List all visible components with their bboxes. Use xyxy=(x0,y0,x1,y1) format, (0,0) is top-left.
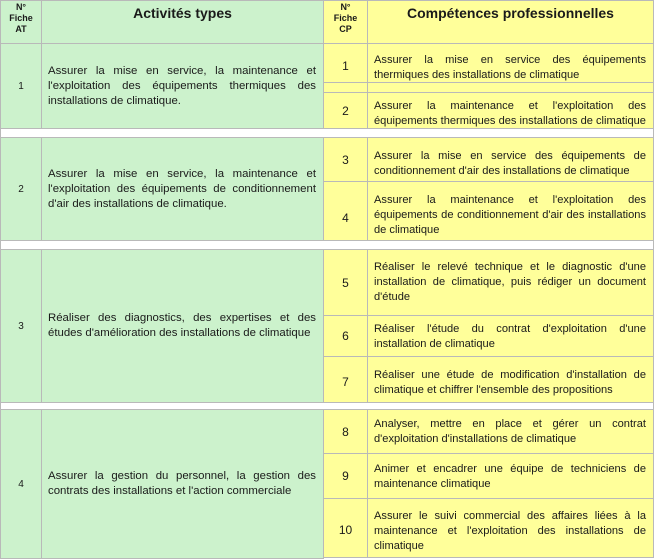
competence-label-6 xyxy=(367,315,654,357)
activity-label-text: Assurer la gestion du personnel, la gestion des contrats des installations et l'action commerciale xyxy=(48,470,316,497)
competence-number-4 xyxy=(323,181,368,241)
competence-label-2 xyxy=(367,92,654,129)
activity-label-text: Réaliser des diagnostics, des expertises et des études d'amélioration des installations de climatique xyxy=(48,312,316,339)
activity-number-text: 1 xyxy=(18,80,24,92)
competence-label-text: Assurer la maintenance et l'exploitation des équipements thermiques des installations de climatique xyxy=(374,100,646,127)
activity-label-2 xyxy=(41,137,324,241)
competence-number-1 xyxy=(323,43,368,83)
header-fiche-at xyxy=(0,0,42,44)
competence-number-9 xyxy=(323,453,368,499)
competence-number-10 xyxy=(323,498,368,558)
competence-number-text: 6 xyxy=(342,329,349,343)
header-fiche-cp-line: Fiche xyxy=(333,13,358,23)
activity-number-text: 2 xyxy=(18,183,24,195)
activity-number-1 xyxy=(0,43,42,129)
competence-label-1 xyxy=(367,43,654,83)
competence-number-8 xyxy=(323,409,368,454)
activity-number-4 xyxy=(0,409,42,559)
header-competences-label: Compétences professionnelles xyxy=(407,5,614,21)
competence-number-text: 3 xyxy=(342,152,349,167)
competence-label-text: Réaliser l'étude du contrat d'exploitation d'une installation de climatique xyxy=(374,323,646,350)
competence-label-text: Réaliser le relevé technique et le diagnostic d'une installation de climatique, puis rédiger un document d'étude xyxy=(374,261,646,303)
header-fiche-cp-line: CP xyxy=(339,24,352,34)
competence-number-text: 7 xyxy=(342,374,349,389)
competence-label-text: Analyser, mettre en place et gérer un contrat d'exploitation d'installations de climatique xyxy=(374,418,646,445)
activity-label-4 xyxy=(41,409,324,559)
competence-number-text: 5 xyxy=(342,275,349,290)
competence-label-text: Assurer la mise en service des équipements de conditionnement d'air des installations de climatique xyxy=(374,150,646,177)
competence-label-text: Réaliser une étude de modification d'installation de climatique et chiffrer l'ensemble des propositions xyxy=(374,369,646,396)
header-fiche-at-line: Fiche xyxy=(9,13,33,23)
competence-label-text: Animer et encadrer une équipe de techniciens de maintenance climatique xyxy=(374,463,646,490)
competence-number-3 xyxy=(323,137,368,182)
competence-number-7 xyxy=(323,356,368,403)
competence-label-4 xyxy=(367,181,654,241)
competence-number-text: 1 xyxy=(342,59,349,73)
competence-number-text: 4 xyxy=(342,211,349,225)
activity-number-2 xyxy=(0,137,42,241)
competence-label-3 xyxy=(367,137,654,182)
activity-number-text: 3 xyxy=(18,320,24,332)
competence-number-text: 8 xyxy=(342,424,349,439)
competence-label-text: Assurer la mise en service des équipements thermiques des installations de climatique xyxy=(374,54,646,81)
header-fiche-at-line: N° xyxy=(15,2,27,12)
competence-label-text: Assurer la maintenance et l'exploitation des équipements de conditionnement d'air des installations de climatique xyxy=(374,194,646,236)
header-activites xyxy=(41,0,324,44)
competence-number-text: 10 xyxy=(338,523,353,537)
competence-number-text: 2 xyxy=(342,103,349,118)
competence-label-8 xyxy=(367,409,654,454)
competence-number-text: 9 xyxy=(342,469,349,483)
activity-label-1 xyxy=(41,43,324,129)
header-activites-label: Activités types xyxy=(133,5,232,21)
activity-number-3 xyxy=(0,249,42,403)
competence-label-10 xyxy=(367,498,654,558)
competence-number-2 xyxy=(323,92,368,129)
competence-label-7 xyxy=(367,356,654,403)
header-competences xyxy=(367,0,654,44)
header-fiche-at-line: AT xyxy=(15,24,27,34)
competence-label-text: Assurer le suivi commercial des affaires liées à la maintenance et l'exploitation des installations de climatique xyxy=(374,510,646,552)
header-fiche-cp xyxy=(323,0,368,44)
header-fiche-cp-line: N° xyxy=(340,2,351,12)
competence-number-5 xyxy=(323,249,368,316)
competence-label-5 xyxy=(367,249,654,316)
activity-label-text: Assurer la mise en service, la maintenance et l'exploitation des équipements thermiques des installations de climatique. xyxy=(48,64,316,107)
activity-label-3 xyxy=(41,249,324,403)
competence-number-6 xyxy=(323,315,368,357)
competence-label-9 xyxy=(367,453,654,499)
activity-number-text: 4 xyxy=(18,478,24,490)
activity-label-text: Assurer la mise en service, la maintenance et l'exploitation des équipements de conditionnement d'air des installations de climatique. xyxy=(48,167,316,210)
